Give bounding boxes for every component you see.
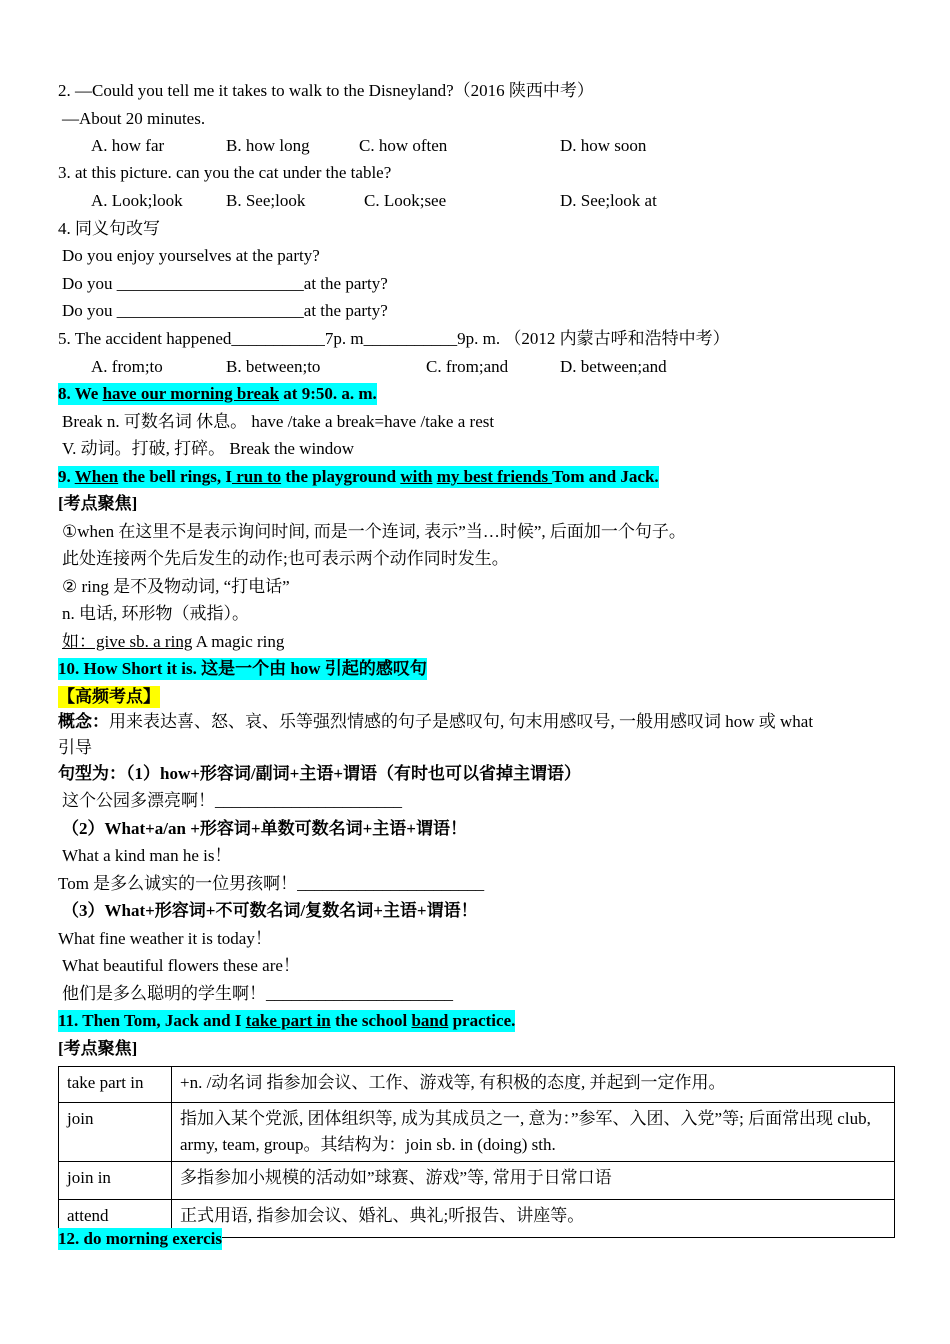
q3-option-d: D. See;look at [560, 191, 657, 210]
q2-option-a: A. how far [91, 136, 165, 155]
section-10-pattern-2: （2）What+a/an +形容词+单数可数名词+主语+谓语！ [62, 819, 467, 838]
table-row [59, 1067, 895, 1103]
section-9-note-2: 此处连接两个先后发生的动作;也可表示两个动作同时发生。 [62, 549, 509, 568]
q3-option-a: A. Look;look [91, 191, 183, 210]
section-10-example-1: 这个公园多漂亮啊！______________________ [62, 791, 402, 810]
section-10-example-6: 他们是多么聪明的学生啊！______________________ [62, 984, 453, 1003]
section-11-label: [考点聚焦] [58, 1039, 138, 1058]
q2-answer: —About 20 minutes. [62, 109, 206, 128]
q4-line-3: Do you ______________________at the party? [62, 301, 388, 320]
q2-stem: 2. —Could you tell me it takes to walk to the Disneyland?（2016 陕西中考） [58, 81, 594, 100]
table-desc-cell: 多指参加小规模的活动如”球赛、游戏”等, 常用于日常口语 [172, 1162, 895, 1200]
section-10-example-3: Tom 是多么诚实的一位男孩啊！______________________ [58, 874, 485, 893]
section-10-pattern-1: 句型为：（1）how+形容词/副词+主语+谓语（有时也可以省掉主谓语） [58, 764, 582, 783]
section-10-example-2: What a kind man he is！ [62, 846, 232, 865]
section-9-note-5: 如：give sb. a ring A magic ring [62, 632, 285, 651]
q4-line-1: Do you enjoy yourselves at the party? [62, 246, 320, 265]
q5-option-b: B. between;to [226, 357, 321, 376]
table-term-cell: take part in [59, 1067, 172, 1103]
table-term-cell: join [59, 1103, 172, 1162]
section-10-definition-cont: 引导 [58, 738, 92, 757]
section-9-note-3: ② ring 是不及物动词, “打电话” [62, 577, 290, 596]
q2-option-b: B. how long [226, 136, 310, 155]
table-desc-cell: 指加入某个党派, 团体组织等, 成为其成员之一, 意为：”参军、入团、入党”等; 后面常出现 club, army, team, group。其结构为：join sb. in (doing) sth. [172, 1103, 895, 1162]
section-12-heading: 12. do morning exercis [58, 1229, 223, 1248]
section-9-note-1: ①when 在这里不是表示询问时间, 而是一个连词, 表示”当…时候”, 后面加一个句子。 [62, 522, 686, 541]
section-11-heading: 11. Then Tom, Jack and I take part in the school band practice. [58, 1011, 516, 1030]
comparison-table [58, 1066, 895, 1238]
table-row [59, 1103, 895, 1162]
section-9-note-4: n. 电话, 环形物（戒指）。 [62, 604, 249, 623]
section-10-definition: 概念：用来表达喜、怒、哀、乐等强烈情感的句子是感叹句, 句末用感叹号, 一般用感叹词 how 或 what [58, 712, 814, 731]
q3-stem: 3. at this picture. can you the cat under the table? [58, 163, 392, 182]
q2-option-d: D. how soon [560, 136, 647, 155]
q5-stem: 5. The accident happened___________7p. m___________9p. m. （2012 内蒙古呼和浩特中考） [58, 329, 730, 348]
section-10-label: 【高频考点】 [58, 687, 160, 706]
section-10-pattern-3: （3）What+形容词+不可数名词/复数名词+主语+谓语！ [62, 901, 478, 920]
q5-option-d: D. between;and [560, 357, 667, 376]
section-10-example-5: What beautiful flowers these are！ [62, 956, 300, 975]
q5-option-c: C. from;and [426, 357, 509, 376]
section-10-example-4: What fine weather it is today！ [58, 929, 272, 948]
section-9-label: [考点聚焦] [58, 494, 138, 513]
q5-option-a: A. from;to [91, 357, 163, 376]
q4-line-2: Do you ______________________at the party? [62, 274, 388, 293]
q3-option-b: B. See;look [226, 191, 306, 210]
section-8-note-1: Break n. 可数名词 休息。 have /take a break=have /take a rest [62, 412, 495, 431]
table-term-cell: attend [59, 1200, 172, 1238]
q2-option-c: C. how often [359, 136, 448, 155]
section-8-heading: 8. We have our morning break at 9:50. a. m. [58, 384, 377, 403]
q4-title: 4. 同义句改写 [58, 219, 160, 238]
table-desc-cell: 正式用语, 指参加会议、婚礼、典礼;听报告、讲座等。 [172, 1200, 895, 1238]
q3-option-c: C. Look;see [364, 191, 447, 210]
section-10-heading: 10. How Short it is. 这是一个由 how 引起的感叹句 [58, 659, 427, 678]
section-9-heading: 9. When the bell rings, I run to the playground with my best friends Tom and Jack. [58, 467, 659, 486]
section-8-note-2: V. 动词。打破, 打碎。 Break the window [62, 439, 354, 458]
table-term-cell: join in [59, 1162, 172, 1200]
table-desc-cell: +n. /动名词 指参加会议、工作、游戏等, 有积极的态度, 并起到一定作用。 [172, 1067, 895, 1103]
table-row [59, 1162, 895, 1200]
